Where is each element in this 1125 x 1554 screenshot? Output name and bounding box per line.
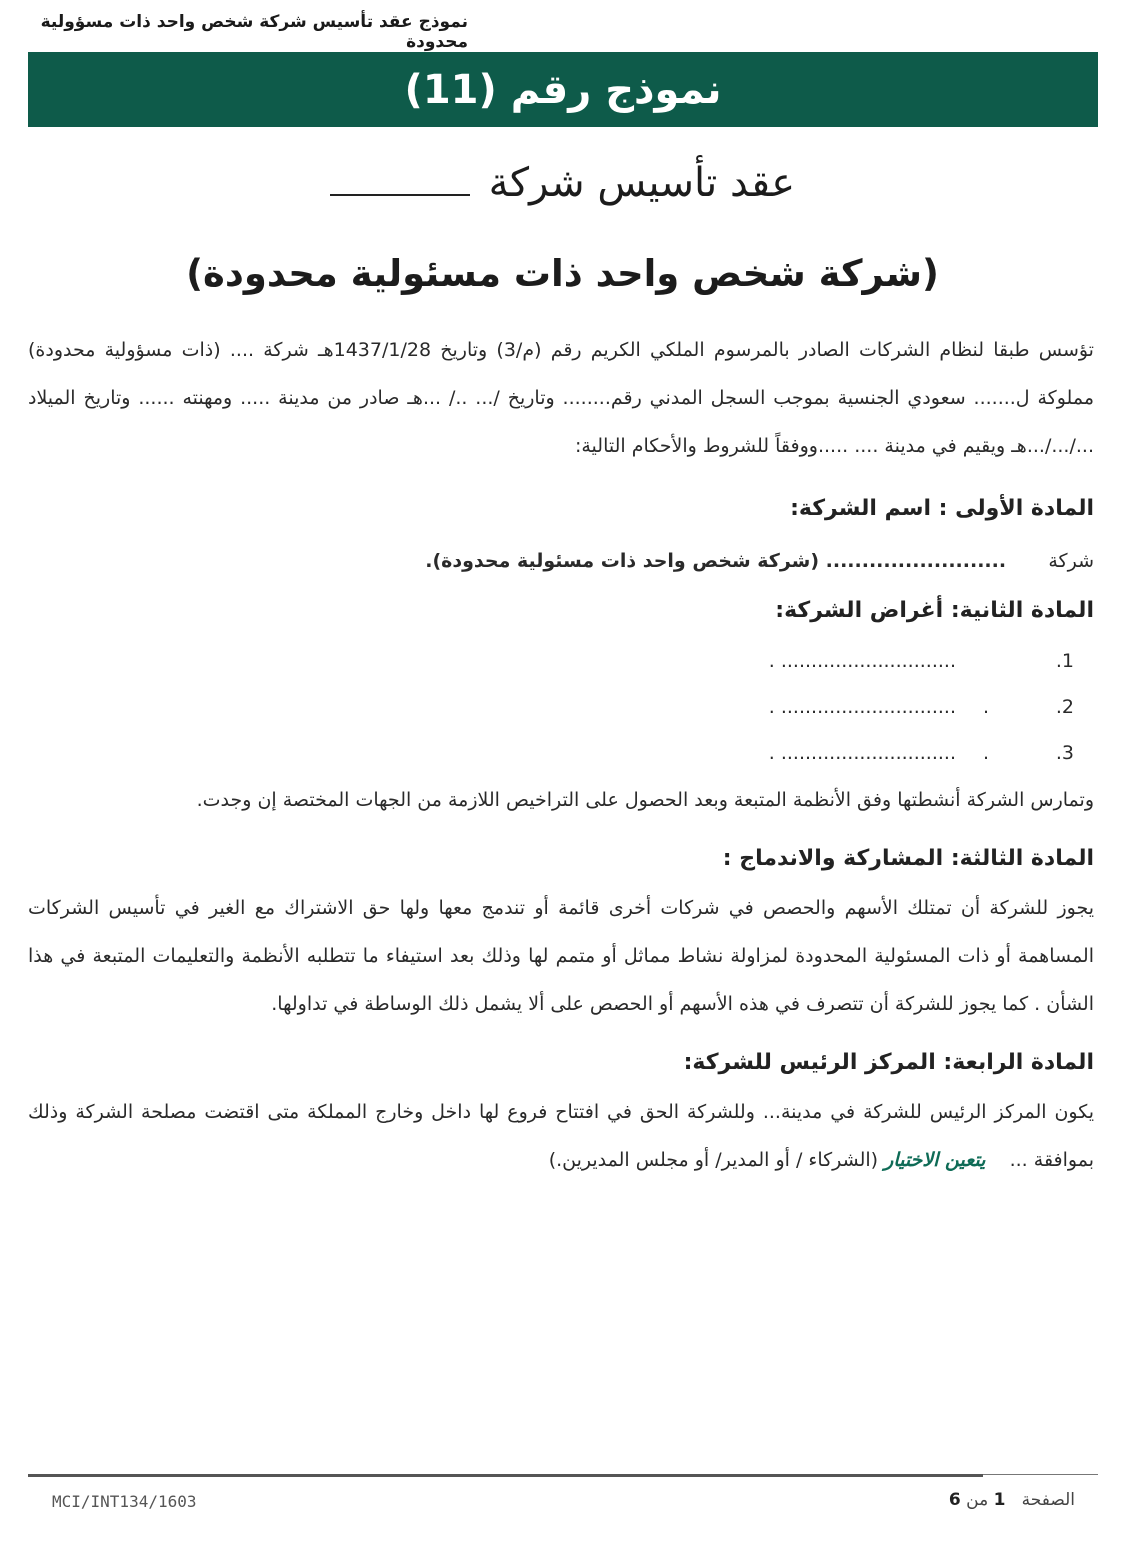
list-item xyxy=(28,730,1094,776)
purpose-number: 2. xyxy=(1055,696,1074,718)
document-code: MCI/INT134/1603 xyxy=(52,1492,197,1511)
purpose-number: 1. xyxy=(1055,650,1074,672)
contract-title xyxy=(0,160,1125,206)
page-number xyxy=(900,1490,1075,1510)
list-item xyxy=(28,638,1094,684)
article-2-body: وتمارس الشركة أنشطتها وفق الأنظمة المتبعة وبعد الحصول على التراخيص اللازمة من الجهات المختصة إن وجدت. xyxy=(196,789,1094,811)
purpose-bullet: . xyxy=(982,742,990,764)
company-type-subtitle xyxy=(0,252,1125,295)
page-total: 6 xyxy=(948,1490,961,1510)
purpose-blank: ............................. . xyxy=(768,650,956,672)
list-item xyxy=(28,684,1094,730)
choice-note: يتعين الاختيار xyxy=(884,1149,986,1171)
purpose-blank: ............................. . xyxy=(768,742,956,764)
contract-title-text: عقد تأسيس شركة xyxy=(488,160,796,206)
purpose-blank: ............................. . xyxy=(768,696,956,718)
form-number-banner xyxy=(28,52,1098,127)
header-caption: نموذج عقد تأسيس شركة شخص واحد ذات مسؤولية محدودة xyxy=(40,12,468,52)
company-label: شركة xyxy=(1048,550,1094,572)
purpose-number: 3. xyxy=(1055,742,1074,764)
article-3-body: يجوز للشركة أن تمتلك الأسهم والحصص في شركات أخرى قائمة أو تندمج معها ولها حق الاشتراك مع الغير في تأسيس الشركات المساهمة أو ذات المسئولية المحدودة لمزاولة نشاط مماثل أو متمم لها وذلك بعد استيفاء ما تتطلبه الأنظمة والتعليمات المتبعة في هذا الشأن . كما يجوز للشركة أن تتصرف في هذه الأسهم أو الحصص على ألا يشمل ذلك الوساطة في تداولها. xyxy=(28,897,1094,1015)
article-4-options: (الشركاء / أو المدير/ أو مجلس المديرين.) xyxy=(548,1149,879,1171)
article-4-body xyxy=(28,1088,1094,1184)
company-type-text: (شركة شخص واحد ذات مسئولية محدودة) xyxy=(186,252,939,295)
contract-body xyxy=(28,326,1094,1184)
article-1-body xyxy=(28,546,1094,576)
article-2-heading: المادة الثانية: أغراض الشركة: xyxy=(775,598,1094,623)
form-number-title: نموذج رقم (11) xyxy=(404,66,722,113)
intro-paragraph: تؤسس طبقا لنظام الشركات الصادر بالمرسوم الملكي الكريم رقم (م/3) وتاريخ 1437/1/28هـ شركة .... (ذات مسؤولية محدودة) مملوكة ل....... سعودي الجنسية بموجب السجل المدني رقم........ وتاريخ /... ../ ...هـ صادر من مدينة ..... ومهنته ...... وتاريخ الميلاد .../.../...هـ ويقيم في مدينة .... .....ووفقاً للشروط والأحكام التالية: xyxy=(28,339,1094,457)
article-4-text: يكون المركز الرئيس للشركة في مدينة... وللشركة الحق في افتتاح فروع لها داخل وخارج المملكة متى اقتضت مصلحة الشركة وذلك بموافقة ... xyxy=(28,1101,1094,1171)
company-name-line: ......................... (شركة شخص واحد ذات مسئولية محدودة). xyxy=(425,550,1007,572)
article-1-heading: المادة الأولى : اسم الشركة: xyxy=(790,496,1094,521)
company-name-blank xyxy=(330,164,470,196)
page-of: من xyxy=(966,1490,989,1510)
article-3-heading: المادة الثالثة: المشاركة والاندماج : xyxy=(722,846,1094,871)
footer-divider-thin xyxy=(983,1474,1098,1475)
article-4-heading: المادة الرابعة: المركز الرئيس للشركة: xyxy=(683,1050,1094,1075)
purpose-bullet: . xyxy=(982,696,990,718)
page-label: الصفحة xyxy=(1021,1490,1075,1510)
purposes-list xyxy=(28,638,1094,776)
page-current: 1 xyxy=(993,1490,1006,1510)
footer-divider xyxy=(28,1474,983,1477)
